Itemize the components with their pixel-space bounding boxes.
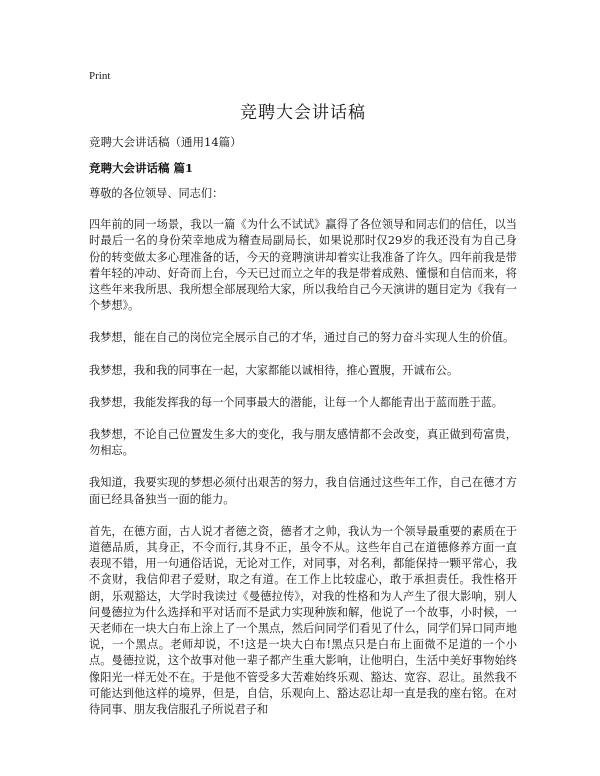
page-title: 竞聘大会讲话稿 <box>240 103 366 123</box>
paragraph: 首先，在德方面，古人说才者德之资，德者才之帅，我认为一个领导最重要的素质在于道德品质，其身正，不令而行,其身不正，虽令不从。这些年自己在道德修养方面一直表现不错，用一句通俗话说，无论对工作，对同事，对名利，都能保持一颗平常心，我不贪财，我信仰君子爱财，取之有道。在工作上比较虚心，敢于承担责任。我性格开朗，乐观豁达，大学时我读过《曼德拉传》，对我的性格和为人产生了很大影响，别人问曼德拉为什么选择和平对话而不是武力实现种族和解，他说了一个故事，小时候，一天老师在一块大白布上涂上了一个黑点，然后问同学们看见了什么，同学们异口同声地说，一个黑点。老师却说，不!这是一块大白布!黑点只是白布上面微不足道的一个小点。曼德拉说，这个故事对他一辈子都产生重大影响，让他明白，生活中美好事物始终像阳光一样无处不在。于是他不管受多大苦难始终乐观、豁达、宽容、忍让。虽然我不可能达到他这样的境界，但是，自信，乐观向上、豁达忍让却一直是我的座右铭。在对待同事、朋友我信服孔子所说君子和 <box>89 524 517 717</box>
paragraph: 我梦想，不论自己位置发生多大的变化，我与朋友感情都不会改变，真正做到苟富贵，勿相忘。 <box>89 428 517 458</box>
body-content <box>89 186 517 734</box>
paragraph: 四年前的同一场景，我以一篇《为什么不试试》赢得了各位领导和同志们的信任，以当时最后一名的身份荣幸地成为稽查局副局长，如果说那时仅29岁的我还没有为自己身份的转变做太多心理准备的话，今天的竞聘演讲却着实让我准备了许久。四年前我是带着年轻的冲动、好奇而上台，今天已过而立之年的我是带着成熟、懂憬和自信而来，将这些年来我所思、我所想全部展现给大家，所以我给自己今天演讲的题目定为《我有一个梦想》。 <box>89 218 517 313</box>
paragraph: 我梦想，能在自己的岗位完全展示自己的才华，通过自己的努力奋斗实现人生的价值。 <box>89 331 515 345</box>
paragraph: 我知道，我要实现的梦想必须付出艰苦的努力，我自信通过这些年工作，自己在德才方面已经具备独当一面的能力。 <box>89 476 517 506</box>
document-subtitle: 竞聘大会讲话稿（通用14篇） <box>89 135 242 149</box>
print-link[interactable]: Print <box>89 70 111 82</box>
paragraph-greeting: 尊敬的各位领导、同志们： <box>89 187 224 200</box>
section-heading: 竞聘大会讲话稿 篇1 <box>89 161 194 175</box>
paragraph: 我梦想，我和我的同事在一起，大家都能以诚相待，推心置腹，开诚布公。 <box>89 363 459 377</box>
paragraph: 我梦想，我能发挥我的每一个同事最大的潜能，让每一个人都能青出于蓝而胜于蓝。 <box>89 395 503 409</box>
